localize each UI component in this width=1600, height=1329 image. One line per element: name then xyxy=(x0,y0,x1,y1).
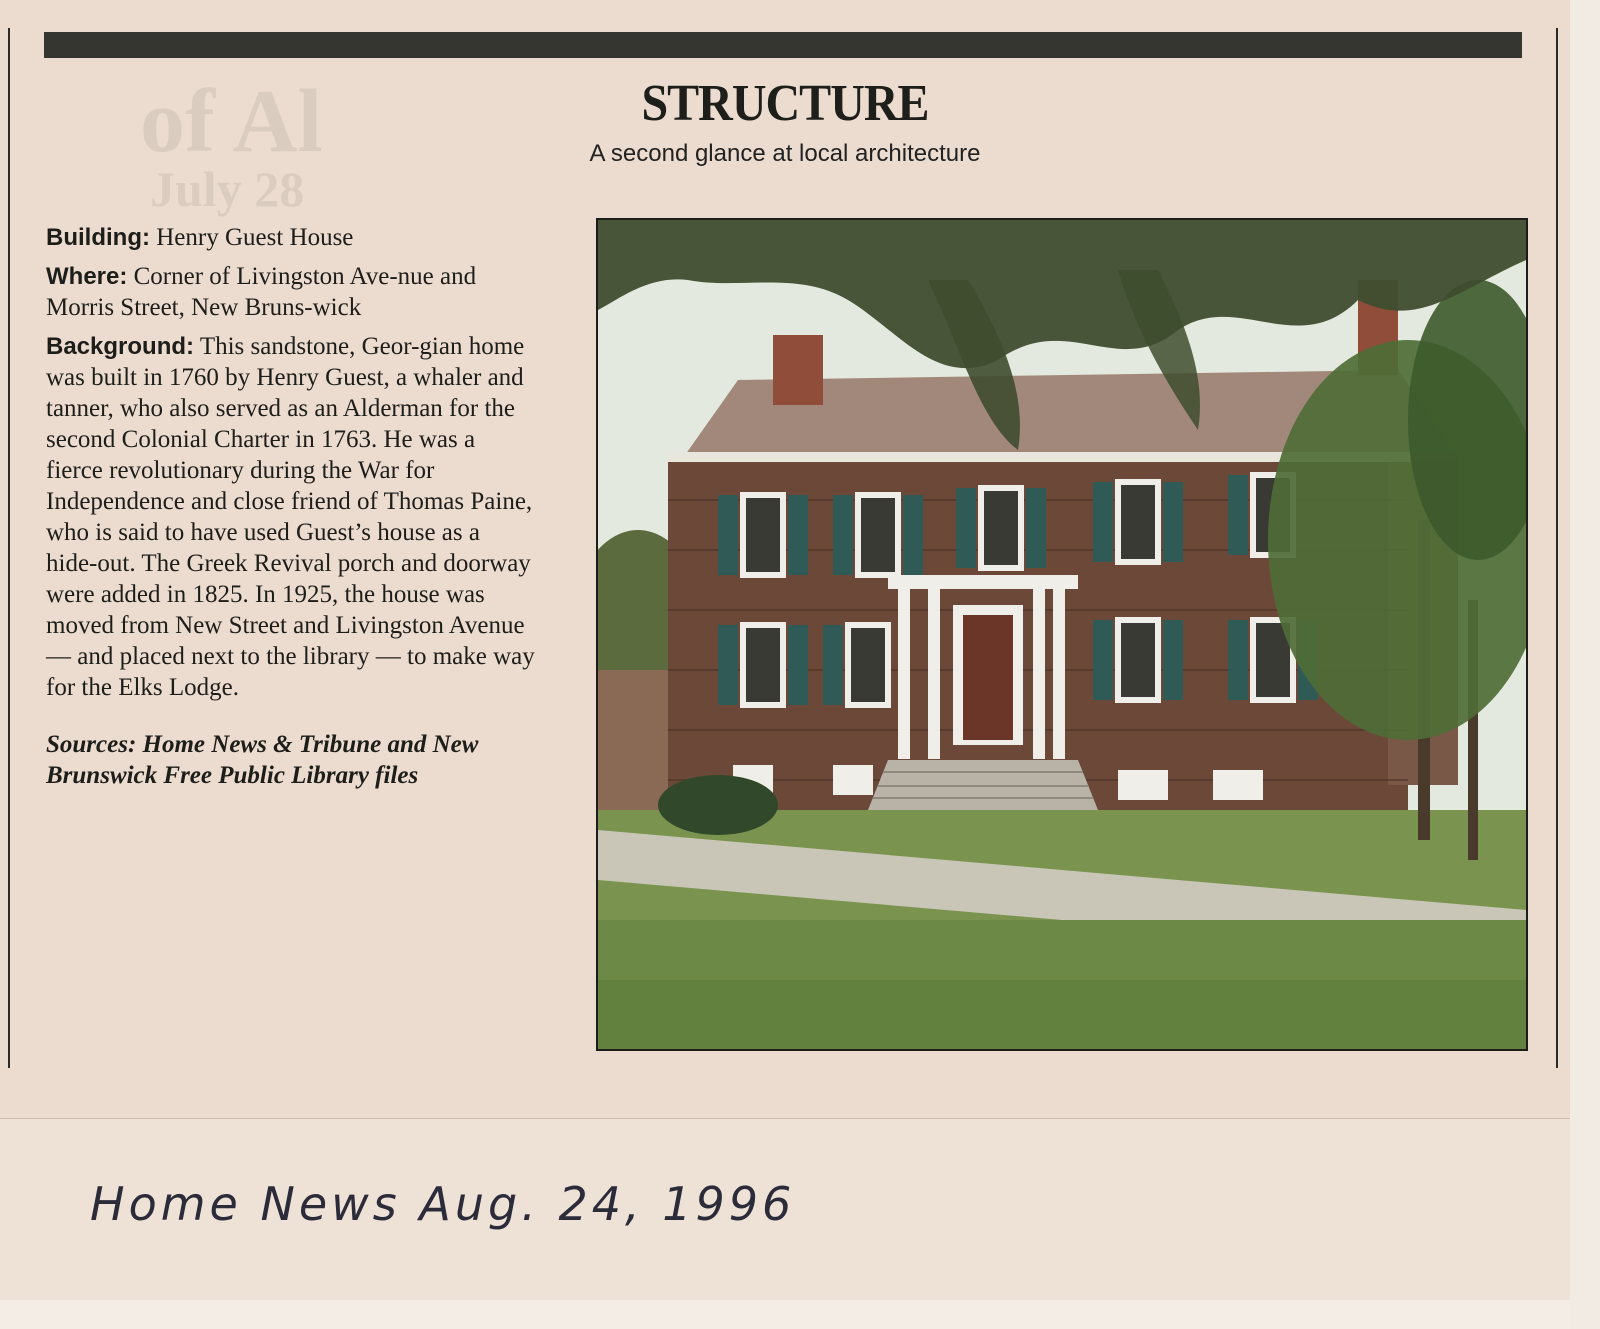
house-photo xyxy=(596,218,1528,1051)
section-subtitle: A second glance at local architecture xyxy=(589,140,981,167)
house-illustration xyxy=(598,220,1526,1049)
handwritten-text: Home News Aug. 24, 1996 xyxy=(90,1177,796,1231)
background-text: This sandstone, Geor-gian home was built in 1760 by Henry Guest, a whaler and tanner, who also served as an Alderman for the second Colonial Charter in 1763. He was a fierce revolutionary during the War for Independence and close friend of Thomas Paine, who is said to have used Guest’s house as a hide-out. The Greek Revival porch and doorway were added in 1825. In 1925, the house was moved from New Street and Livingston Avenue — and placed next to the library — to make way for the Elks Lodge. xyxy=(46,333,535,701)
background-paragraph xyxy=(46,331,536,703)
header-rule-bar xyxy=(44,32,1522,58)
column-rule-right xyxy=(1556,28,1558,1068)
column-rule-left xyxy=(8,28,10,1068)
where-text: Corner of Livingston Ave-nue and Morris Street, New Bruns-wick xyxy=(46,263,477,321)
where-paragraph xyxy=(46,261,536,323)
building-label: Building: xyxy=(46,224,150,251)
sources-credit: Sources: Home News & Tribune and New Brunswick Free Public Library files xyxy=(46,731,479,789)
handwritten-date-note xyxy=(90,1150,890,1250)
building-paragraph xyxy=(46,222,536,253)
bleed-through-text: of Al xyxy=(140,72,323,171)
section-title: STRUCTURE xyxy=(641,74,929,133)
bleed-through-text: July 28 xyxy=(150,161,305,217)
torn-bottom-edge xyxy=(0,1300,1570,1329)
scan-right-edge xyxy=(1570,0,1600,1329)
where-label: Where: xyxy=(46,263,128,290)
handwritten-annotation xyxy=(90,1150,890,1250)
background-label: Background: xyxy=(46,333,195,360)
building-text: Henry Guest House xyxy=(156,224,354,251)
article-text xyxy=(46,222,536,799)
